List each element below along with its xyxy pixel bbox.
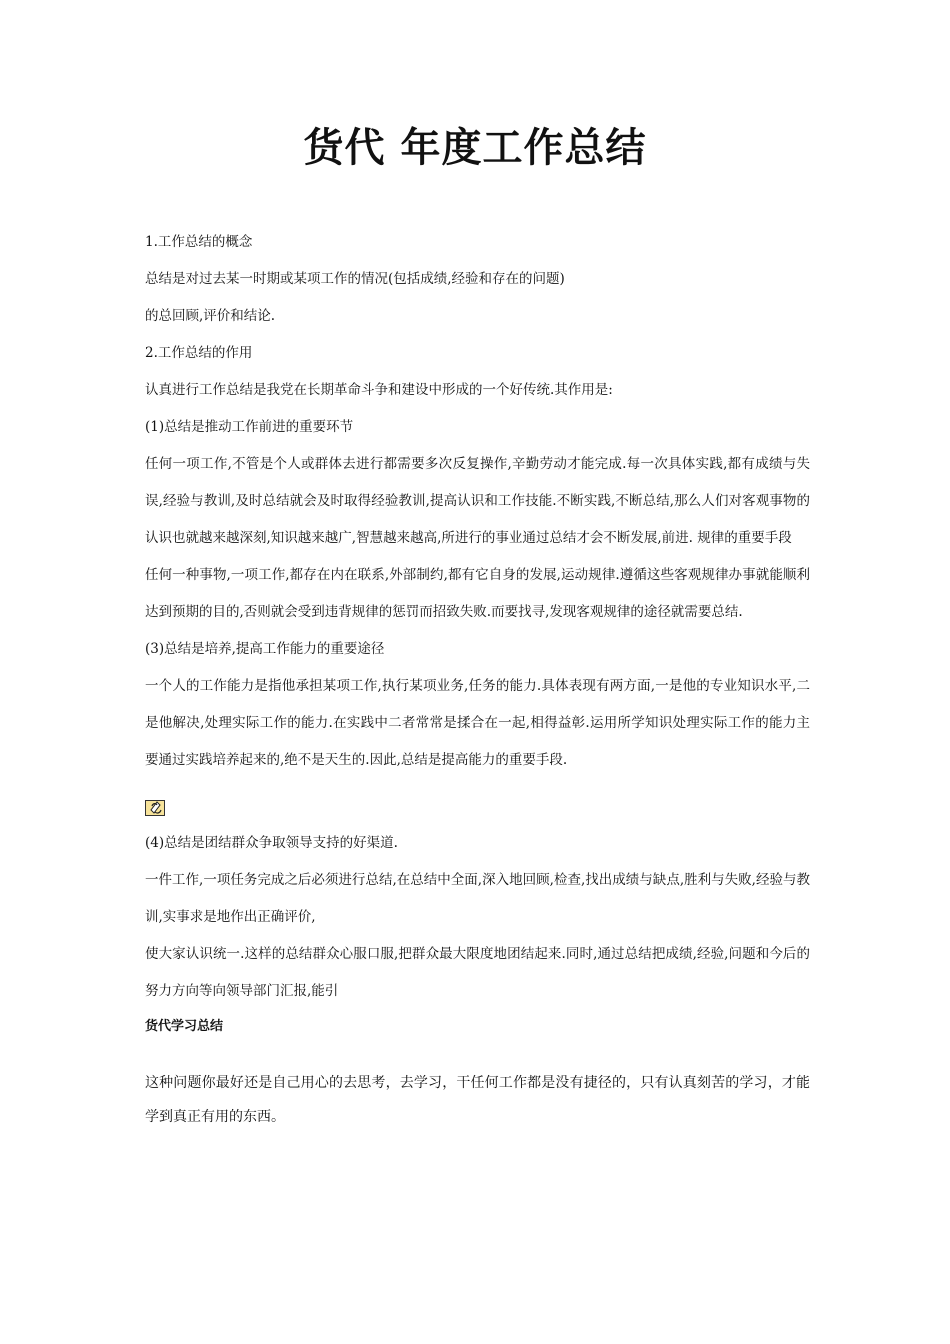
closing-paragraph: 这种问题你最好还是自己用心的去思考，去学习，干任何工作都是没有捷径的，只有认真刻苦的学习，才能学到真正有用的东西。	[145, 1075, 810, 1125]
document-icon[interactable]	[145, 800, 165, 816]
spacer	[145, 1042, 810, 1066]
point-4-body-2: 使大家认识统一.这样的总结群众心服口服,把群众最大限度地团结起来.同时,通过总结把成绩,经验,问题和今后的努力方向等向领导部门汇报,能引	[145, 946, 810, 999]
function-intro: 认真进行工作总结是我党在长期革命斗争和建设中形成的一个好传统.其作用是:	[145, 382, 613, 398]
point-1-body: 任何一项工作,不管是个人或群体去进行都需要多次反复操作,辛勤劳动才能完成.每一次具体实践,都有成绩与失误,经验与教训,及时总结就会及时取得经验教训,提高认识和工作技能.不断实践,不断总结,那么人们对客观事物的认识也就越来越深刻,知识越来越广,智慧越来越高,所进行的事业通过总结才会不断发展,前进. 规律的重要手段	[145, 456, 810, 546]
icon-row	[145, 779, 810, 825]
point-4-heading: (4)总结是团结群众争取领导支持的好渠道.	[145, 835, 398, 851]
point-2-body: 任何一种事物,一项工作,都存在内在联系,外部制约,都有它自身的发展,运动规律.遵循这些客观规律办事就能顺利达到预期的目的,否则就会受到违背规律的惩罚而招致失败.而要找寻,发现客观规律的途径就需要总结.	[145, 567, 810, 620]
point-3-body: 一个人的工作能力是指他承担某项工作,执行某项业务,任务的能力.具体表现有两方面,一是他的专业知识水平,二是他解决,处理实际工作的能力.在实践中二者常常是揉合在一起,相得益彰.运用所学知识处理实际工作的能力主要通过实践培养起来的,绝不是天生的.因此,总结是提高能力的重要手段.	[145, 678, 810, 768]
study-summary-heading: 货代学习总结	[145, 1019, 224, 1034]
point-1-heading: (1)总结是推动工作前进的重要环节	[145, 419, 354, 435]
section-heading-function: 2.工作总结的作用	[145, 345, 253, 361]
point-3-heading: (3)总结是培养,提高工作能力的重要途径	[145, 641, 385, 657]
section-heading-concept: 1.工作总结的概念	[145, 234, 253, 250]
concept-text-line-1: 总结是对过去某一时期或某项工作的情况(包括成绩,经验和存在的问题)	[145, 271, 565, 287]
point-4-body-1: 一件工作,一项任务完成之后必须进行总结,在总结中全面,深入地回顾,检查,找出成绩与缺点,胜利与失败,经验与教训,实事求是地作出正确评价,	[145, 872, 810, 925]
document-body	[145, 224, 810, 1134]
document-title: 货代 年度工作总结	[303, 125, 647, 171]
concept-text-line-2: 的总回顾,评价和结论.	[145, 308, 276, 324]
